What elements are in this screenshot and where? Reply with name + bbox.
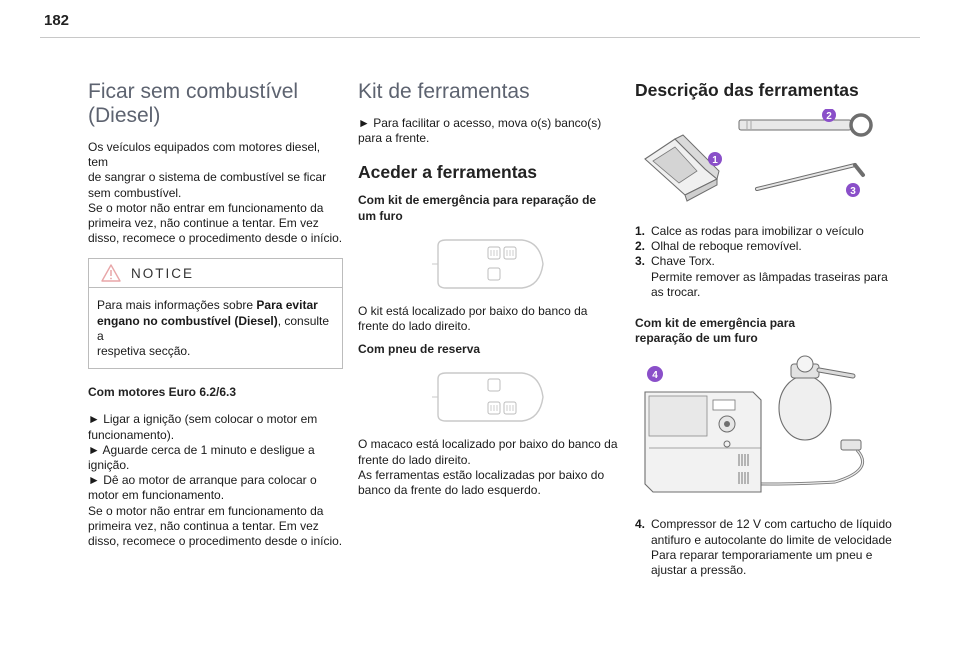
notice-header (89, 259, 342, 288)
kit-heading: Com kit de emergência para reparação de um furo (358, 193, 597, 223)
list-item: 3. Chave Torx. Permite remover as lâmpadas traseiras para as trocar. (635, 254, 888, 299)
callout-4: 4 (652, 370, 658, 382)
list-item: 4. Compressor de 12 V com cartucho de líquido antifuro e autocolante do limite de velocidade Para reparar temporariamente um pneu e ajustar a pressão. (635, 517, 892, 578)
compressor-list (635, 517, 897, 578)
notice-text: Para mais informações sobre Para evitar engano no combustível (Diesel), consulte a respetiva secção. (97, 298, 330, 359)
tools-illustration (635, 109, 875, 205)
column-fuel (88, 80, 343, 549)
fuel-steps: ► Ligar a ignição (sem colocar o motor em funcionamento). ► Aguarde cerca de 1 minuto e desligue a ignição. ► Dê ao motor de arranque para colocar o motor em funcionamento. Se o motor não entrar em funcionamento da primeira vez, não continua a tentar. Em vez disso, recomece o procedimento desde o início. (88, 412, 343, 549)
section-title-fuel: Ficar sem combustível (Diesel) (88, 80, 299, 127)
column-tools-description (635, 80, 897, 578)
list-item: 2. Olhal de reboque removível. (635, 239, 802, 254)
callout-1: 1 (712, 155, 718, 166)
compressor-illustration (635, 352, 875, 502)
toolkit-intro: ► Para facilitar o acesso, mova o(s) banco(s) para a frente. (358, 116, 602, 146)
kit-heading-tools: Com kit de emergência para reparação de um furo (635, 316, 796, 346)
top-divider (40, 37, 920, 38)
notice-box (88, 258, 343, 369)
notice-label: NOTICE (131, 265, 195, 281)
fuel-intro: Os veículos equipados com motores diesel, tem de sangrar o sistema de combustível se ficar sem combustível. Se o motor não entrar em funcionamento da primeira vez, não continue a tentar. Em vez disso, recomece o procedimento desde o início. (88, 140, 343, 246)
kit-location-text: O kit está localizado por baixo do banco da frente do lado direito. (358, 303, 588, 334)
euro-heading: Com motores Euro 6.2/6.3 (88, 385, 237, 400)
column-toolkit (358, 80, 618, 498)
warning-icon (101, 264, 121, 282)
tools-list (635, 224, 897, 300)
section-title-toolkit: Kit de ferramentas (358, 80, 530, 103)
section-title-tools: Descrição das ferramentas (635, 80, 859, 100)
list-item: 1. Calce as rodas para imobilizar o veículo (635, 224, 864, 238)
car-topview-spare-location (430, 371, 546, 423)
spare-heading: Com pneu de reserva (358, 342, 481, 357)
spare-location-text: O macaco está localizado por baixo do banco da frente do lado direito. As ferramentas estão localizadas por baixo do banco da frente do lado esquerdo. (358, 437, 618, 498)
car-topview-kit-location (430, 238, 546, 290)
callout-2: 2 (826, 111, 832, 122)
subtitle-access: Aceder a ferramentas (358, 162, 537, 183)
page-number: 182 (44, 12, 70, 29)
callout-3: 3 (850, 186, 856, 197)
